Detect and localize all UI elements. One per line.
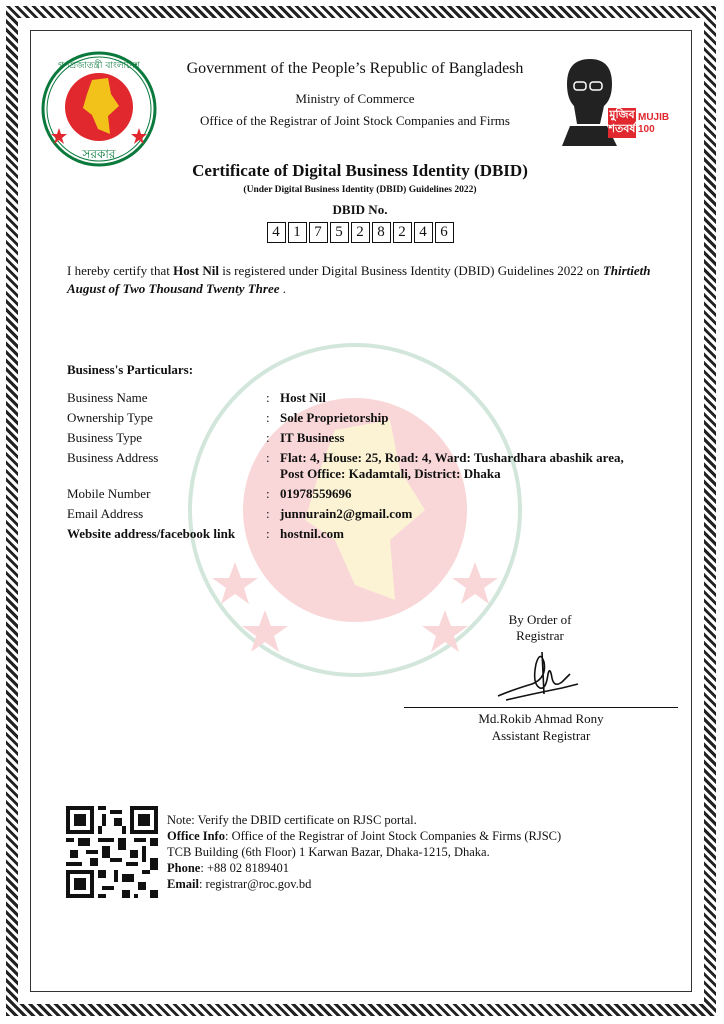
label-business-type: Business Type [67,430,143,445]
value-ownership-type: Sole Proprietorship [280,410,389,425]
dbid-digit: 4 [267,222,286,243]
label-business-address: Business Address [67,450,159,465]
colon: : [266,450,270,465]
value-business-type: IT Business [280,430,345,445]
seal-bottom-text: সরকার [82,147,116,161]
value-business-address-line1: Flat: 4, House: 25, Road: 4, Ward: Tushardhara abashik area, [280,450,624,465]
colon: : [266,526,270,541]
email-label: Email [167,877,199,891]
label-website: Website address/facebook link [67,526,236,541]
dbid-digit: 2 [393,222,412,243]
particulars-heading: Business's Particulars: [67,362,194,377]
value-business-address-line2: Post Office: Kadamtali, District: Dhaka [280,466,501,481]
mujib-logo-bangla: মুজিব শতবর্ষ [608,108,636,138]
statement-middle: is registered under Digital Business Identity (DBID) Guidelines 2022 on [219,263,603,278]
certification-statement [67,262,687,298]
statement-suffix: . [279,281,286,296]
mujib-logo-latin: MUJIB 100 [638,112,670,135]
value-website: hostnil.com [280,526,344,541]
certificate-title: Certificate of Digital Business Identity (DBID) [192,161,528,180]
value-mobile-number: 01978559696 [280,486,352,501]
dbid-number [100,222,620,243]
statement-business: Host Nil [173,263,219,278]
office-info-label: Office Info [167,829,225,843]
email-text: : registrar@roc.gov.bd [198,877,312,891]
verify-note: Note: Verify the DBID certificate on RJSC portal. [167,813,417,827]
government-title: Government of the People’s Republic of Bangladesh [186,60,524,77]
office-address: TCB Building (6th Floor) 1 Karwan Bazar, Dhaka-1215, Dhaka. [167,845,490,859]
dbid-label: DBID No. [332,202,388,217]
colon: : [266,390,270,405]
value-business-name: Host Nil [280,390,326,405]
ministry-name: Ministry of Commerce [295,91,415,106]
dbid-digit: 2 [351,222,370,243]
mujib-100-logo [548,52,678,150]
office-info [167,828,687,844]
dbid-digit: 1 [288,222,307,243]
signatory-designation: Assistant Registrar [491,728,591,743]
email-info [167,876,687,892]
label-email-address: Email Address [67,506,144,521]
signature-line [404,707,678,708]
registrar-text: Registrar [516,628,564,643]
colon: : [266,506,270,521]
phone-label: Phone [167,861,201,875]
label-business-name: Business Name [67,390,148,405]
dbid-digit: 7 [309,222,328,243]
signature-image [492,644,588,706]
certificate-subtitle: (Under Digital Business Identity (DBID) Guidelines 2022) [243,185,477,195]
qr-code-icon [66,806,158,898]
seal-top-text: গণপ্রজাতন্ত্রী বাংলাদেশ [58,61,140,71]
signatory-name: Md.Rokib Ahmad Rony [478,711,604,726]
dbid-digit: 4 [414,222,433,243]
by-order-text: By Order of [508,612,572,627]
statement-date-2: August of Two Thousand Twenty Three [67,281,280,296]
dbid-digit: 8 [372,222,391,243]
value-email-address: junnurain2@gmail.com [280,506,413,521]
label-ownership-type: Ownership Type [67,410,153,425]
statement-prefix: I hereby certify that [67,263,174,278]
office-name: Office of the Registrar of Joint Stock Companies and Firms [200,113,510,128]
dbid-digit: 5 [330,222,349,243]
footer-info [167,812,687,892]
dbid-digit: 6 [435,222,454,243]
phone-info [167,860,687,876]
colon: : [266,410,270,425]
statement-date-1: Thirtieth [602,263,651,278]
colon: : [266,430,270,445]
phone-text: : +88 02 8189401 [200,861,289,875]
label-mobile-number: Mobile Number [67,486,151,501]
office-info-text: : Office of the Registrar of Joint Stock Companies & Firms (RJSC) [224,829,562,843]
colon: : [266,486,270,501]
